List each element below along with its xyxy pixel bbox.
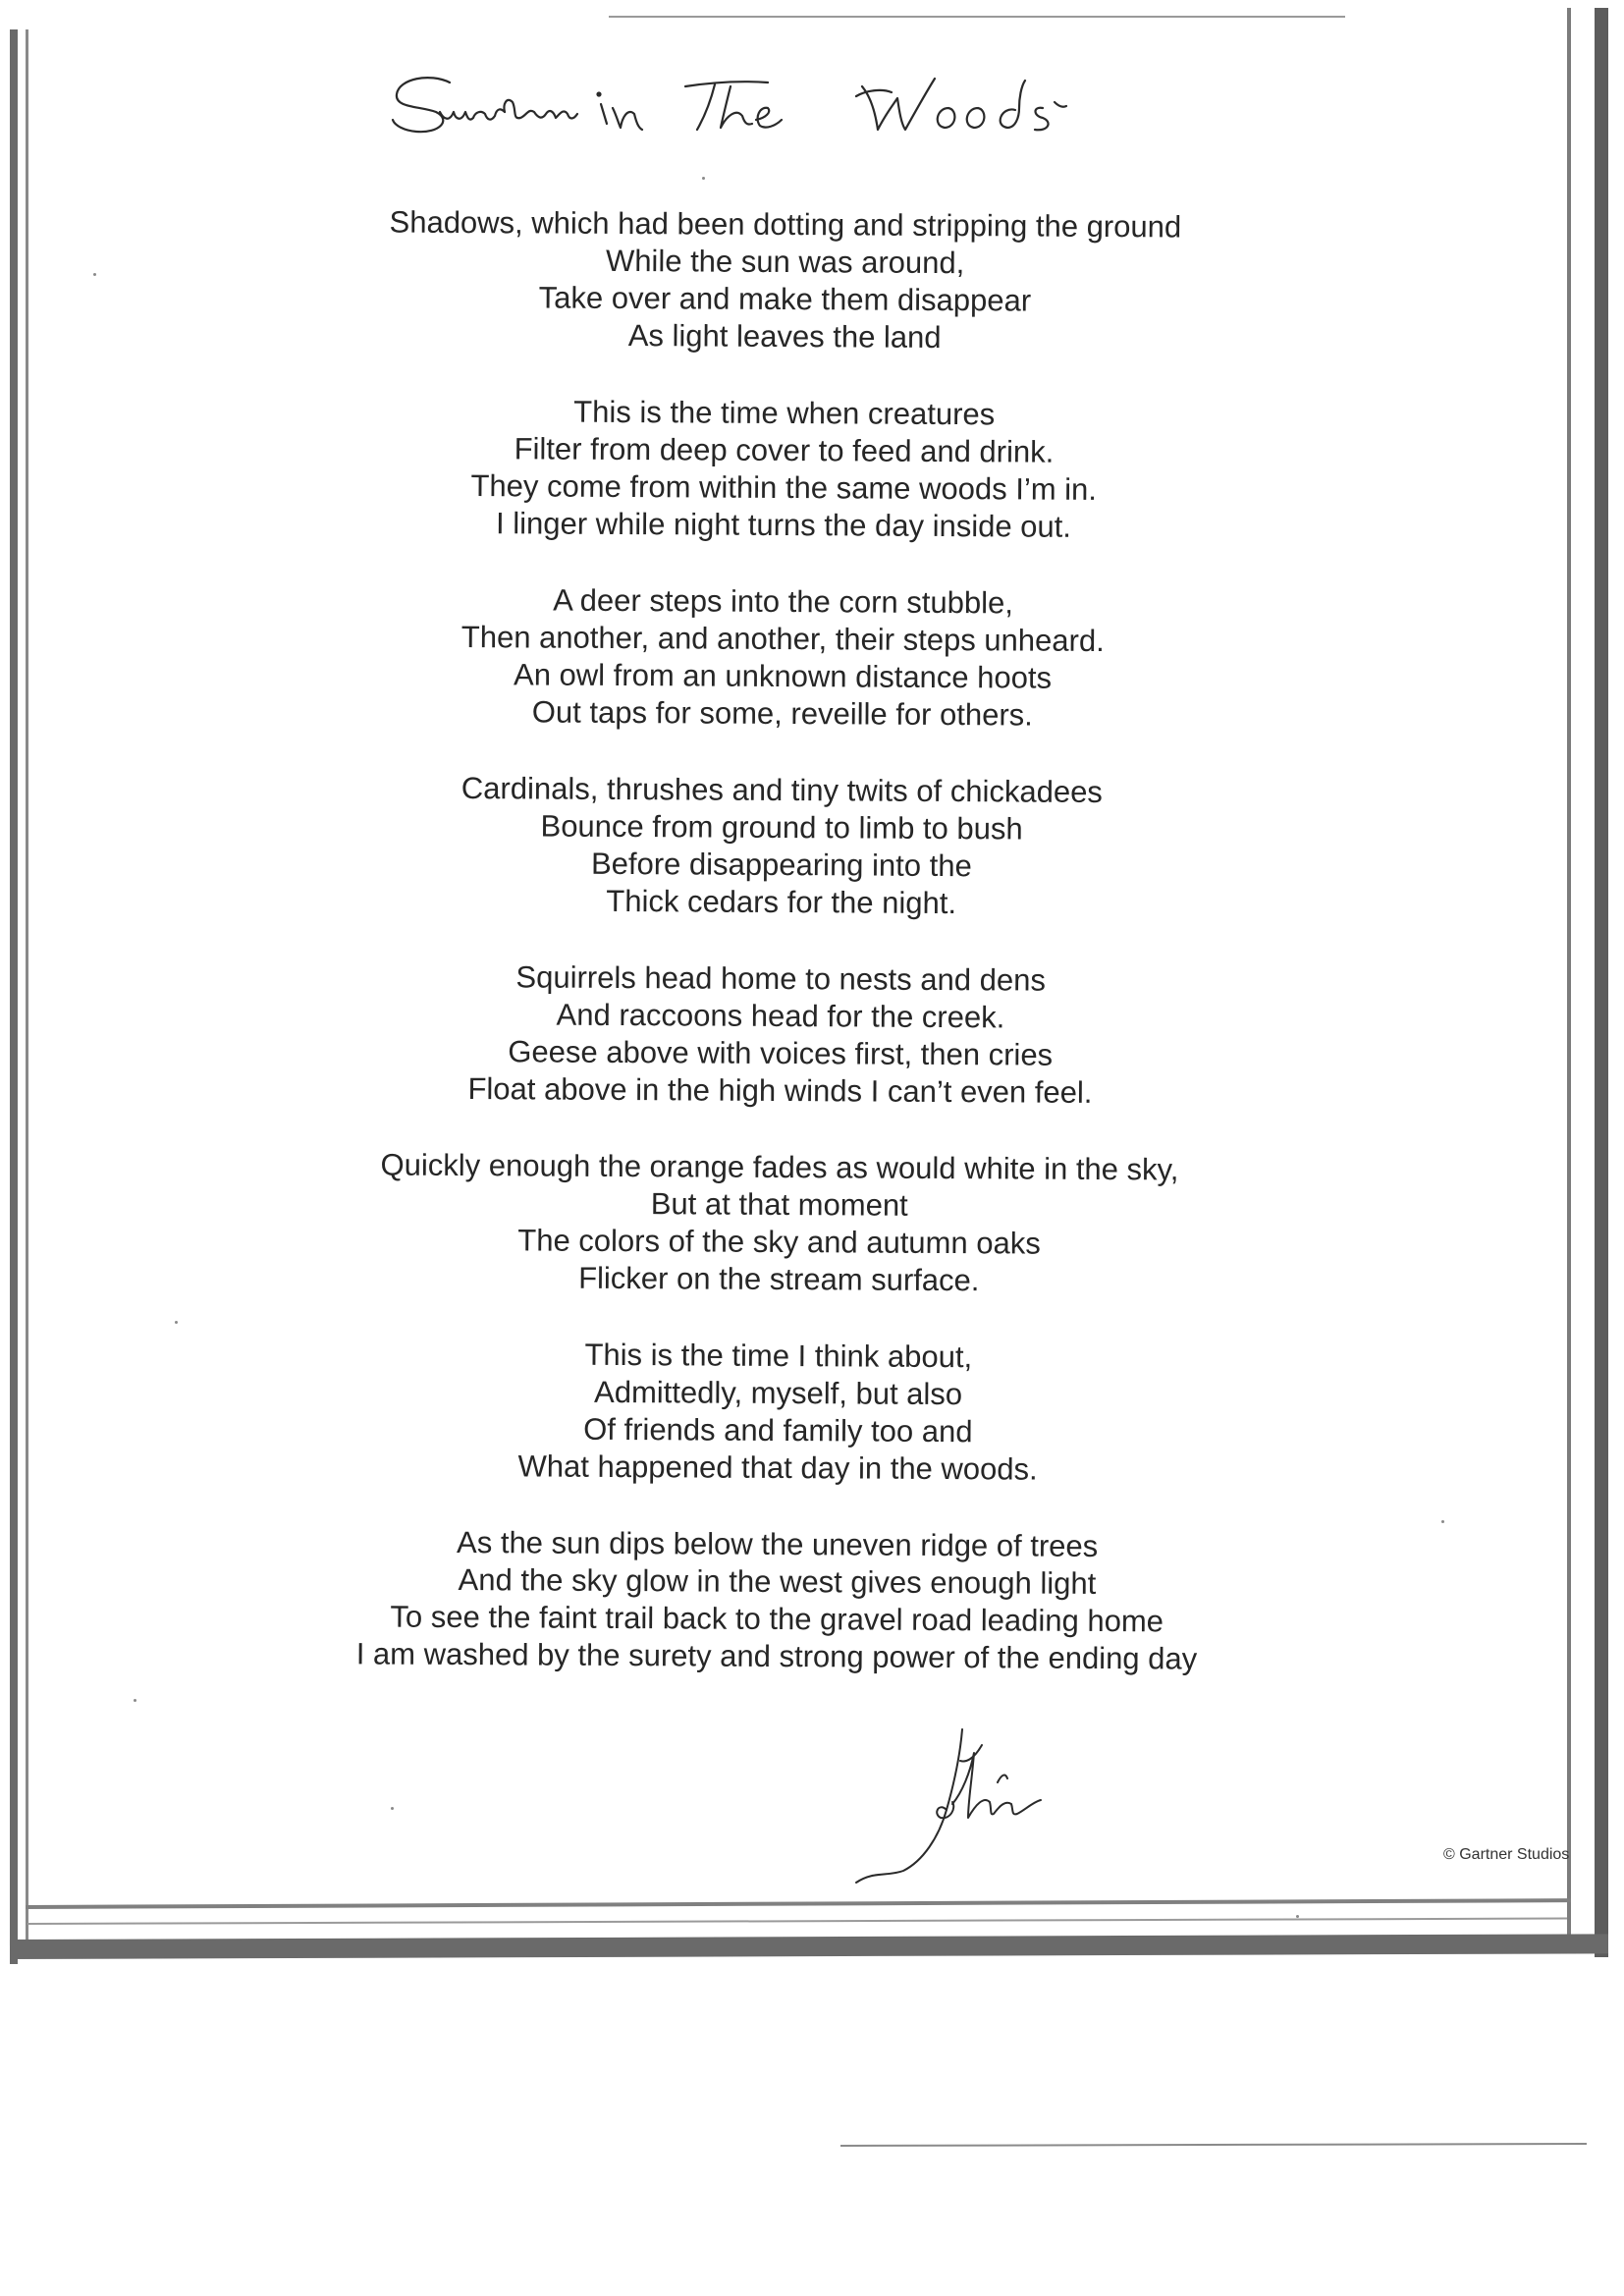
poem-line: Bounce from ground to limb to bush bbox=[540, 808, 1023, 847]
poem-line: As light leaves the land bbox=[627, 318, 942, 355]
frame-border-left-inner bbox=[26, 29, 28, 1944]
poem-line: But at that moment bbox=[650, 1186, 908, 1223]
poem-line: Thick cedars for the night. bbox=[606, 883, 957, 921]
scan-edge-top bbox=[609, 16, 1345, 18]
poem-line: While the sun was around, bbox=[605, 243, 965, 281]
handwritten-signature bbox=[844, 1723, 1051, 1886]
scan-speck bbox=[702, 177, 705, 180]
frame-border-bottom-inner bbox=[26, 1898, 1571, 1909]
poem-line: Admittedly, myself, but also bbox=[593, 1374, 963, 1412]
stanza-7 bbox=[228, 1335, 1328, 1491]
poem-line: Squirrels head home to nests and dens bbox=[515, 959, 1047, 998]
poem-line: What happened that day in the woods. bbox=[517, 1449, 1038, 1487]
poem-line: Cardinals, thrushes and tiny twits of chickadees bbox=[460, 770, 1103, 809]
stanza-3 bbox=[233, 580, 1333, 737]
poem-line: Before disappearing into the bbox=[590, 846, 972, 884]
frame-border-right-inner bbox=[1567, 8, 1571, 1938]
poem-line: Float above in the high winds I can’t even feel. bbox=[467, 1071, 1093, 1110]
poem-line: And raccoons head for the creek. bbox=[556, 997, 1005, 1035]
poem-line: Shadows, which had been dotting and stripping the ground bbox=[389, 204, 1182, 245]
poem-line: Of friends and family too and bbox=[583, 1411, 973, 1449]
poem-line: And the sky glow in the west gives enough light bbox=[458, 1561, 1097, 1601]
scan-speck bbox=[134, 1699, 136, 1702]
stanza-4 bbox=[232, 769, 1332, 925]
poem-line: Out taps for some, reveille for others. bbox=[531, 694, 1033, 733]
scan-speck bbox=[1296, 1915, 1299, 1918]
stanza-6 bbox=[229, 1146, 1329, 1302]
poem-line: The colors of the sky and autumn oaks bbox=[517, 1223, 1041, 1261]
frame-border-bottom-outer bbox=[10, 1934, 1608, 1959]
stanza-5 bbox=[230, 957, 1330, 1114]
poem-line: Take over and make them disappear bbox=[538, 280, 1032, 318]
scan-edge-bottom bbox=[840, 2143, 1587, 2147]
frame-border-bottom-thin bbox=[27, 1918, 1567, 1925]
poem-line: Then another, and another, their steps unheard. bbox=[460, 619, 1105, 658]
title-text: Sundown in The Woods bbox=[391, 69, 402, 70]
poem-line: Flicker on the stream surface. bbox=[578, 1260, 980, 1298]
poem-line: A deer steps into the corn stubble, bbox=[553, 582, 1014, 621]
frame-border-left-outer bbox=[10, 29, 18, 1964]
poem-line: I linger while night turns the day inside out. bbox=[495, 506, 1072, 544]
poem-line: Geese above with voices first, then cries bbox=[508, 1034, 1054, 1072]
stanza-8 bbox=[227, 1523, 1327, 1679]
poem-line: To see the faint trail back to the gravel road leading home bbox=[390, 1599, 1164, 1639]
poem-line: As the sun dips below the uneven ridge of trees bbox=[456, 1524, 1099, 1563]
poem-line: This is the time I think about, bbox=[584, 1337, 973, 1375]
scan-speck bbox=[391, 1807, 394, 1810]
poem-line: I am washed by the surety and strong power of the ending day bbox=[355, 1636, 1198, 1676]
stanza-1 bbox=[235, 203, 1335, 359]
handwritten-title bbox=[391, 69, 1068, 157]
poem-line: This is the time when creatures bbox=[573, 394, 996, 432]
scan-speck bbox=[93, 273, 96, 276]
poem-line: Filter from deep cover to feed and drink. bbox=[514, 431, 1055, 469]
scan-speck bbox=[175, 1321, 178, 1324]
poem-line: Quickly enough the orange fades as would white in the sky, bbox=[380, 1147, 1179, 1187]
signature-text: John bbox=[844, 1723, 847, 1724]
poem-line: An owl from an unknown distance hoots bbox=[513, 657, 1053, 695]
frame-border-right-outer bbox=[1595, 8, 1608, 1957]
copyright-notice: © Gartner Studios bbox=[1443, 1846, 1570, 1863]
poem-body bbox=[227, 203, 1335, 1719]
stanza-2 bbox=[234, 392, 1334, 548]
scan-speck bbox=[1441, 1520, 1444, 1523]
poem-line: They come from within the same woods I’m in. bbox=[470, 468, 1098, 507]
